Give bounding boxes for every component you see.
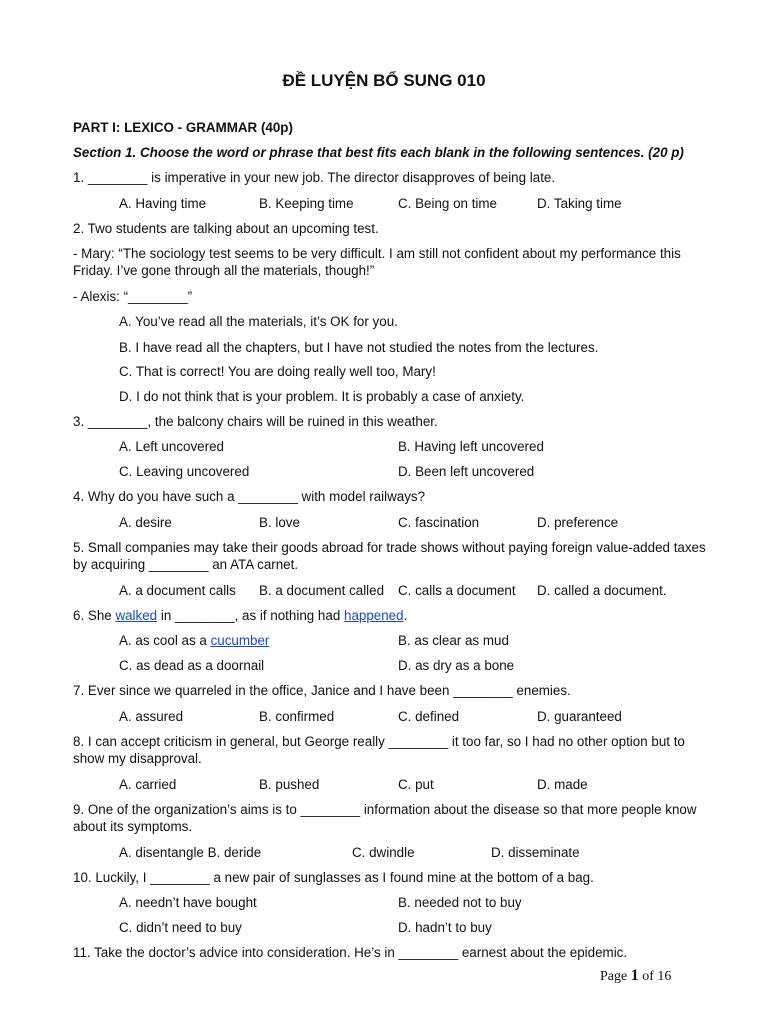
- question-11-stem: 11. Take the doctor’s advice into consideration. He’s in ________ earnest about the epidemic.: [73, 945, 628, 960]
- question-2-stem: 2. Two students are talking about an upcoming test.: [73, 221, 379, 236]
- q4-option-b: B. love: [259, 515, 300, 530]
- question-7-stem: 7. Ever since we quarreled in the office, Janice and I have been ________ enemies.: [73, 683, 571, 698]
- question-4-stem: 4. Why do you have such a ________ with model railways?: [73, 489, 426, 504]
- q6-option-a-text: A. as cool as a: [119, 633, 211, 648]
- q9-option-c: C. dwindle: [352, 845, 415, 860]
- question-5-stem: 5. Small companies may take their goods abroad for trade shows without paying foreign value-added taxes by acquiring ________ an ATA carnet.: [73, 540, 706, 572]
- q3-option-d: D. Been left uncovered: [398, 464, 535, 479]
- part-heading: PART I: LEXICO - GRAMMAR (40p): [73, 120, 293, 135]
- q1-option-d: D. Taking time: [537, 196, 622, 211]
- q5-option-c: C. calls a document: [398, 583, 516, 598]
- q7-option-b: B. confirmed: [259, 709, 335, 724]
- question-6-stem: [73, 607, 407, 624]
- q4-option-d: D. preference: [537, 515, 619, 530]
- q5-option-a: A. a document calls: [119, 583, 236, 598]
- q6-option-d: D. as dry as a bone: [398, 658, 515, 673]
- q4-option-c: C. fascination: [398, 515, 480, 530]
- of-label: of: [642, 969, 654, 984]
- q10-option-a: A. needn’t have bought: [119, 895, 257, 910]
- question-9-stem: 9. One of the organization’s aims is to ________ information about the disease so that more people know about its symptoms.: [73, 802, 697, 834]
- link-cucumber[interactable]: cucumber: [210, 633, 270, 648]
- q2-option-d: D. I do not think that is your problem. It is probably a case of anxiety.: [119, 389, 525, 404]
- q5-option-d: D. called a document.: [537, 583, 667, 598]
- q7-option-d: D. guaranteed: [537, 709, 622, 724]
- q3-option-c: C. Leaving uncovered: [119, 464, 250, 479]
- q7-option-a: A. assured: [119, 709, 184, 724]
- question-3-stem: 3. ________, the balcony chairs will be ruined in this weather.: [73, 414, 438, 429]
- q2-option-b: B. I have read all the chapters, but I have not studied the notes from the lectures.: [119, 340, 599, 355]
- q3-option-a: A. Left uncovered: [119, 439, 224, 454]
- q10-option-b: B. needed not to buy: [398, 895, 522, 910]
- question-1-stem: 1. ________ is imperative in your new job. The director disapproves of being late.: [73, 170, 556, 185]
- q8-option-c: C. put: [398, 777, 434, 792]
- q10-option-d: D. hadn’t to buy: [398, 920, 492, 935]
- q6-text-post: .: [403, 608, 408, 623]
- q2-mary-line: - Mary: “The sociology test seems to be very difficult. I am still not confident about my performance this Friday. I’ve gone through all the materials, though!”: [73, 246, 681, 278]
- q3-option-b: B. Having left uncovered: [398, 439, 544, 454]
- q6-option-b: B. as clear as mud: [398, 633, 509, 648]
- q7-option-c: C. defined: [398, 709, 460, 724]
- q1-option-a: A. Having time: [119, 196, 207, 211]
- page-label: Page: [600, 969, 628, 984]
- q5-option-b: B. a document called: [259, 583, 385, 598]
- link-walked[interactable]: walked: [115, 608, 158, 623]
- question-10-stem: 10. Luckily, I ________ a new pair of sunglasses as I found mine at the bottom of a bag.: [73, 870, 594, 885]
- q6-option-a: [119, 632, 269, 649]
- q2-option-c: C. That is correct! You are doing really well too, Mary!: [119, 364, 436, 379]
- page-number: 1: [630, 967, 639, 984]
- q2-option-a: A. You’ve read all the materials, it’s OK for you.: [119, 314, 398, 329]
- q9-option-ab: A. disentangle B. deride: [119, 845, 262, 860]
- q1-option-b: B. Keeping time: [259, 196, 354, 211]
- q9-option-d: D. disseminate: [491, 845, 580, 860]
- q8-option-a: A. carried: [119, 777, 177, 792]
- q8-option-b: B. pushed: [259, 777, 320, 792]
- section-heading: Section 1. Choose the word or phrase that best fits each blank in the following sentences. (20 p): [73, 145, 684, 160]
- q6-option-c: C. as dead as a doornail: [119, 658, 265, 673]
- q4-option-a: A. desire: [119, 515, 172, 530]
- page-title: ĐỀ LUYỆN BỔ SUNG 010: [282, 71, 486, 90]
- link-happened[interactable]: happened: [344, 608, 404, 623]
- q6-text-pre: 6. She: [73, 608, 116, 623]
- q1-option-c: C. Being on time: [398, 196, 497, 211]
- page-footer: [600, 967, 671, 985]
- q10-option-c: C. didn’t need to buy: [119, 920, 242, 935]
- q8-option-d: D. made: [537, 777, 588, 792]
- page-total: 16: [657, 969, 672, 984]
- question-8-stem: 8. I can accept criticism in general, but George really ________ it too far, so I had no other option but to show my disapproval.: [73, 734, 685, 766]
- q2-alexis-line: - Alexis: “________”: [73, 289, 193, 304]
- q6-text-mid: in ________, as if nothing had: [157, 608, 344, 623]
